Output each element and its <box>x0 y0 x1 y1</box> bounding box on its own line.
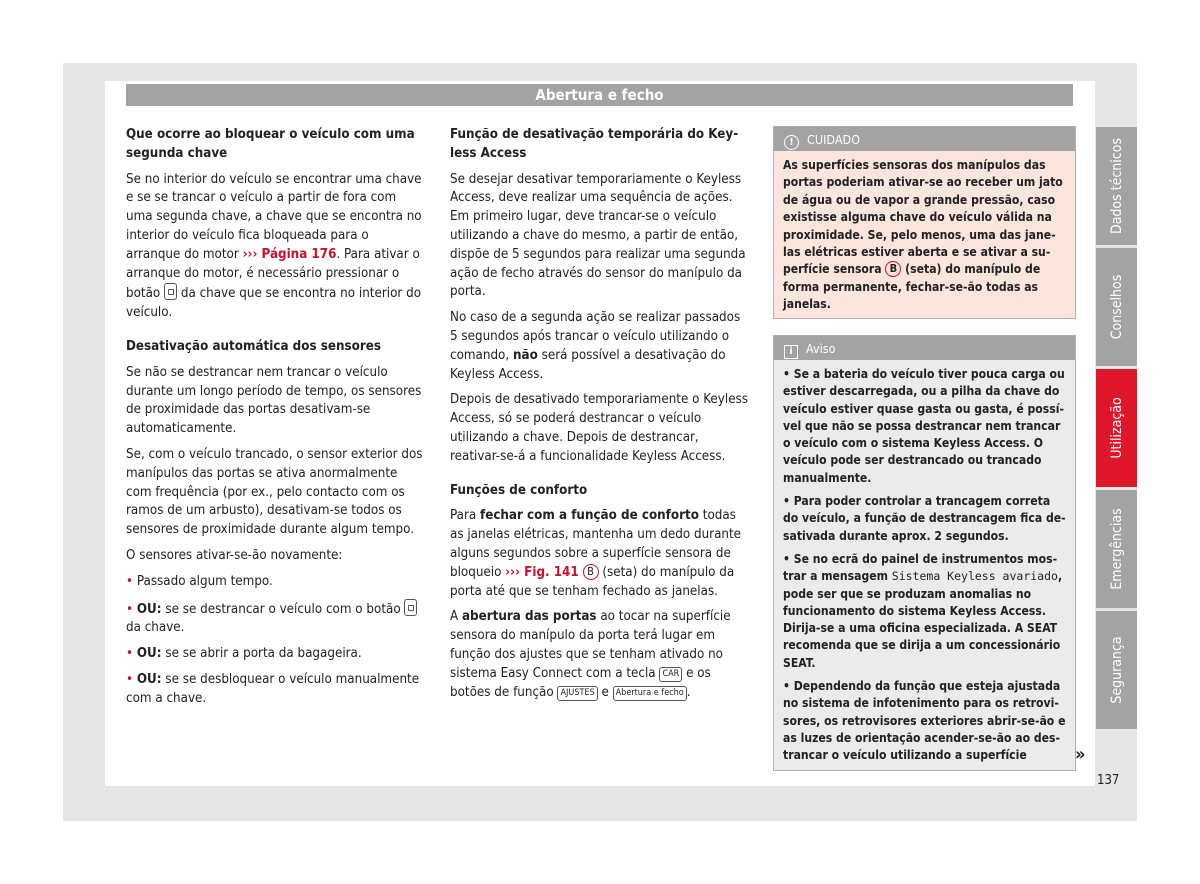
heading-temporary-deactivation: Função de desativação temporária do Keyless Access <box>450 127 739 161</box>
notice-text <box>774 360 1075 777</box>
bullet-icon: • <box>126 601 134 617</box>
list-item: • Se no ecrã do painel de instrumentos mostrar a mensagem Sistema Keyless avariado, pode ser que se produzam anomalias no funcionamento do sistema Keyless Access. Dirija-se a uma oficina especializada. A SEAT recomenda que se dirija a um concessionário SEAT. <box>783 551 1063 670</box>
info-icon: i <box>784 345 798 359</box>
paragraph-comfort-1: Para fechar com a função de conforto todas as janelas elétricas, mantenha um dedo durante alguns segundos sobre a superfície sensora de bloqueio ››› Fig. 141 B (seta) do manípulo da porta até que se tenham fechado as janelas. <box>450 508 742 599</box>
notice-title-bar: i Aviso <box>774 336 1075 360</box>
tab-emergencias[interactable]: Emergências <box>1096 490 1137 608</box>
paragraph-keyless-2: No caso de a segunda ação se realizar passados 5 segundos após trancar o veículo utilizando o comando, não será possível a desativação do Keyless Access. <box>450 310 741 382</box>
paragraph-keyless-3: Depois de desativado temporariamente o Keyless Access, só se poderá destrancar o veículo utilizando a chave. Depois de destrancar, reativar-se-á a funcionalidade Keyless Access. <box>450 392 749 464</box>
lock-button-icon <box>404 599 417 616</box>
list-item: • OU: se se desbloquear o veículo manualmente com a chave. <box>126 671 420 706</box>
car-key-icon: CAR <box>659 667 682 682</box>
caution-text: As superfícies sensoras dos manípulos das portas poderiam ativar-se ao receber um jato de água ou de vapor a grande pressão, caso existisse alguma chave do veículo válida na proximidade. Se, pelo menos, uma das janelas elétricas estiver aberta e se ativar a superfície sensora B (seta) do manípulo de forma permanente, fechar-se-ão todas as janelas. <box>783 158 1063 312</box>
ajustes-key-icon: AJUSTES <box>557 686 597 701</box>
tab-seguranca[interactable]: Segurança <box>1096 611 1137 729</box>
heading-comfort-functions: Funções de conforto <box>450 482 588 498</box>
column-middle <box>450 126 750 709</box>
page-number: 137 <box>1097 773 1120 788</box>
list-item: • Para poder controlar a trancagem correta do veículo, a função de destrancagem fica desativada durante aprox. 2 segundos. <box>783 494 1066 543</box>
continued-arrow-icon: » <box>1075 744 1086 765</box>
tab-utilizacao[interactable]: Utilização <box>1096 369 1137 487</box>
page-reference-link[interactable]: ››› Página 176 <box>242 246 337 262</box>
tab-conselhos[interactable]: Conselhos <box>1096 248 1137 366</box>
bullet-icon: • <box>126 646 134 662</box>
display-message: Sistema Keyless avariado <box>891 569 1058 584</box>
paragraph-keyless-1: Se desejar desativar temporariamente o Keyless Access, deve realizar uma sequência de ações. Em primeiro lugar, deve trancar-se o veículo utilizando a chave do mesmo, a partir de então, dispõe de 5 segundos para realizar uma segunda ação de fecho através do sensor do manípulo da porta. <box>450 171 746 300</box>
heading-sensor-deactivation: Desativação automática dos sensores <box>126 338 381 354</box>
paragraph-second-key: Se no interior do veículo se encontrar uma chave e se se trancar o veículo a partir de fora com uma segunda chave, a chave que se encontra no interior do veículo fica bloqueada para o arranque do motor ››› Página 176. Para ativar o arranque do motor, é necessário pressionar o botão da chave que se encontra no interior do veículo. <box>126 171 422 321</box>
tab-dados-tecnicos[interactable]: Dados técnicos <box>1096 127 1137 245</box>
warning-icon: ! <box>784 135 799 150</box>
callout-b-icon: B <box>583 564 599 580</box>
list-item: • Dependendo da função que esteja ajustada no sistema de infotenimento para os retrovisores, os retrovisores exteriores abrir-se-ão e as luzes de orientação acender-se-ão ao destrancar o veículo utilizando a superfície <box>783 679 1066 763</box>
callout-b-icon: B <box>885 261 901 277</box>
figure-reference-link[interactable]: ››› Fig. 141 <box>505 564 579 580</box>
bullet-icon: • <box>126 573 134 589</box>
paragraph-sensors-3: O sensores ativar-se-ão novamente: <box>126 547 343 563</box>
section-header: Abertura e fecho <box>126 84 1073 106</box>
opening-closing-key-icon: Abertura e fecho <box>613 686 687 701</box>
paragraph-sensors-1: Se não se destrancar nem trancar o veículo durante um longo período de tempo, os sensores de proximidade das portas desativam-se automaticamente. <box>126 364 422 437</box>
paragraph-comfort-2: A abertura das portas ao tocar na superfície sensora do manípulo da porta terá lugar em função dos ajustes que se tenham ativado no sistema Easy Connect com a tecla CAR e os botões de função AJUSTES e Abertura e fecho . <box>450 609 731 700</box>
list-item: • OU: se se abrir a porta da bagageira. <box>126 646 362 662</box>
paragraph-sensors-2: Se, com o veículo trancado, o sensor exterior dos manípulos das portas se ativa anormalmente com frequência (por ex., pelo contacto com os ramos de um arbusto), desativam-se todos os sensores de proximidade durante algum tempo. <box>126 446 423 538</box>
bullet-icon: • <box>126 671 134 687</box>
list-item: • OU: se se destrancar o veículo com o botão da chave. <box>126 599 426 639</box>
caution-box <box>773 126 1076 319</box>
heading-second-key: Que ocorre ao bloquear o veículo com uma segunda chave <box>126 127 415 161</box>
list-item: • Passado algum tempo. <box>126 573 273 589</box>
lock-button-icon <box>164 283 177 300</box>
list-item: • Se a bateria do veículo tiver pouca carga ou estiver descarregada, ou a pilha da chave do veículo estiver quase gasta ou gasta, é possível que não se possa destrancar nem trancar o veículo com o sistema Keyless Access. O veículo pode ser destrancado ou trancado manualmente. <box>783 367 1065 485</box>
caution-title-bar: ! CUIDADO <box>774 127 1075 151</box>
notice-box <box>773 335 1076 771</box>
column-left <box>126 126 426 716</box>
